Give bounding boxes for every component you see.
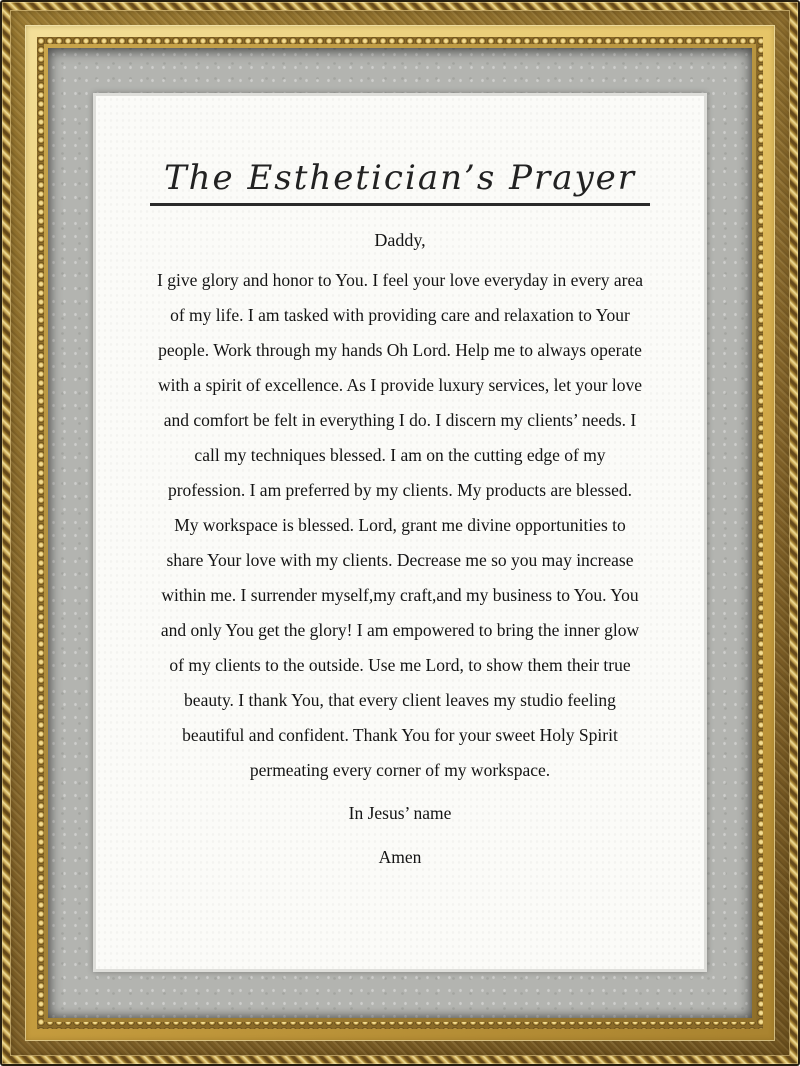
prayer-line: of my life. I am tasked with providing care and relaxation to Your — [170, 305, 630, 325]
prayer-line: within me. I surrender myself,my craft,and my business to You. You — [161, 585, 639, 605]
prayer-sheet — [93, 93, 707, 972]
prayer-line: call my techniques blessed. I am on the cutting edge of my — [194, 445, 606, 465]
prayer-line: beauty. I thank You, that every client leaves my studio feeling — [184, 690, 616, 710]
amen-line: Amen — [378, 847, 422, 867]
frame-bright-gold-band — [25, 25, 775, 1041]
prayer-title: The Esthetician’s Prayer — [150, 158, 650, 206]
prayer-line: share Your love with my clients. Decrease me so you may increase — [166, 550, 634, 570]
prayer-line: with a spirit of excellence. As I provide luxury services, let your love — [157, 375, 643, 395]
frame-inner-lip — [44, 44, 756, 1022]
prayer-line: My workspace is blessed. Lord, grant me divine opportunities to — [174, 515, 626, 535]
frame-rope-band — [2, 2, 798, 1064]
prayer-body — [96, 263, 704, 788]
prayer-line: permeating every corner of my workspace. — [249, 760, 551, 780]
prayer-line: of my clients to the outside. Use me Lord, to show them their true — [169, 655, 631, 675]
closing-line: In Jesus’ name — [348, 803, 452, 823]
prayer-line: and only You get the glory! I am empowered to bring the inner glow — [160, 620, 640, 640]
prayer-line: profession. I am preferred by my clients. My products are blessed. — [167, 480, 633, 500]
prayer-line: people. Work through my hands Oh Lord. Help me to always operate — [158, 340, 642, 360]
prayer-line: I give glory and honor to You. I feel your love everyday in every area — [157, 270, 643, 290]
prayer-line: beautiful and confident. Thank You for your sweet Holy Spirit — [182, 725, 618, 745]
salutation-text: Daddy, — [374, 230, 426, 250]
prayer-line: and comfort be felt in everything I do. I discern my clients’ needs. I — [163, 410, 637, 430]
frame-textured-band — [10, 10, 790, 1056]
frame-bead-band — [37, 37, 763, 1029]
mat-board — [48, 48, 752, 1018]
